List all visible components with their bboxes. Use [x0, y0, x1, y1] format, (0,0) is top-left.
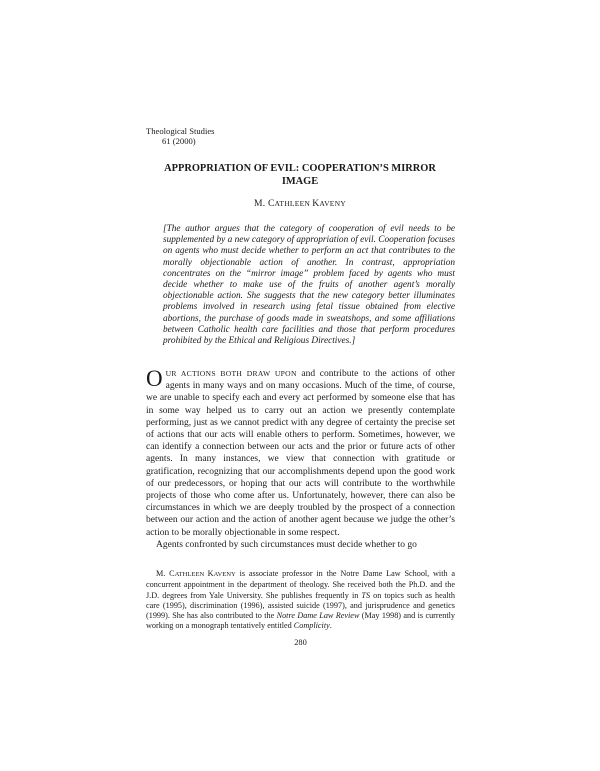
article-author — [146, 198, 454, 209]
paragraph-1 — [146, 368, 455, 539]
paragraph-2: Agents confronted by such circumstances must decide whether to go — [156, 539, 417, 550]
author-surname-rest: AVENY — [319, 199, 346, 208]
author-firstname-rest: ATHLEEN — [274, 199, 313, 208]
drop-cap: O — [146, 366, 163, 391]
paragraph-1-text: and contribute to the actions of other agents in many ways and on many occasions. Much of the time, of course, we are unable to specify each and every act performed by someone else that has in some way helped us to carry out an action we presently contemplate performing, just as we cannot predict with any degree of certainty the precise set of actions that our acts will enable others to perform. Sometimes, however, we can identify a connection between our acts and the prior or future acts of other agents. In many instances, we view that connection with gratitude or gratification, recognizing that our accomplishments depend upon the good work of our predecessors, or hoping that our acts will contribute to the worthwhile projects of those who come after us. Unfortunately, however, there can also be circumstances in which we are deeply troubled by the prospect of a connection between our action and the action of another agent because we judge the other’s action to be morally objectionable in some respect. — [146, 369, 455, 538]
fn-name-a: M. C — [156, 569, 175, 578]
author-footnote — [146, 569, 455, 632]
fn-name-c: K — [207, 569, 214, 578]
fn-text-4: . — [329, 621, 332, 631]
journal-volume: 61 (2000) — [162, 136, 196, 146]
abstract: [The author argues that the category of cooperation of evil needs to be supplemented by a new category of appropriation of evil. Cooperation focuses on agents who must decide whether to perform an act that contributes to the morally objectionable action of another. In contrast, appropriation concentrates on the “mirror image” problem faced by agents who must decide whether to make use of the fruits of another agent’s morally objectionable action. She suggests that the new category better illuminates problems involved in research using fetal tissue obtained from elective abortions, the purchase of goods made in sweatshops, and some affiliations between Catholic health care facilities and those that perform procedures prohibited by the Ethical and Religious Directives.] — [163, 224, 455, 347]
fn-name-b: ATHLEEN — [174, 571, 208, 578]
fn-journal-abbrev: TS — [361, 590, 371, 600]
fn-review: Notre Dame Law Review — [276, 611, 360, 621]
author-first: M. C — [254, 198, 275, 209]
fn-book: Complicity — [293, 621, 330, 631]
fn-name-d: AVENY — [213, 571, 236, 578]
fn-text-1: is associate professor in the Notre Dame Law School, with a concurrent appointment in the department of theology. She received both the Ph.D. and the J.D. degrees from Yale University. She publishes frequently in — [146, 569, 455, 600]
fn-text-3: (May 1998) and is currently working on a monograph tentatively entitled — [146, 611, 455, 631]
lead-in: UR ACTIONS BOTH DRAW UPON — [165, 369, 297, 378]
article-title: APPROPRIATION OF EVIL: COOPERATION’S MIRROR IMAGE — [164, 163, 436, 187]
page-number: 280 — [294, 638, 307, 647]
fn-text-2: on topics such as health care (1995), discrimination (1996), assisted suicide (1997), and jurisprudence and genetics (1999). She has also contributed to the — [146, 590, 456, 621]
journal-name: Theological Studies — [146, 126, 215, 136]
journal-header — [146, 126, 215, 146]
body-text — [146, 368, 455, 551]
author-surname-initial: K — [312, 198, 320, 209]
